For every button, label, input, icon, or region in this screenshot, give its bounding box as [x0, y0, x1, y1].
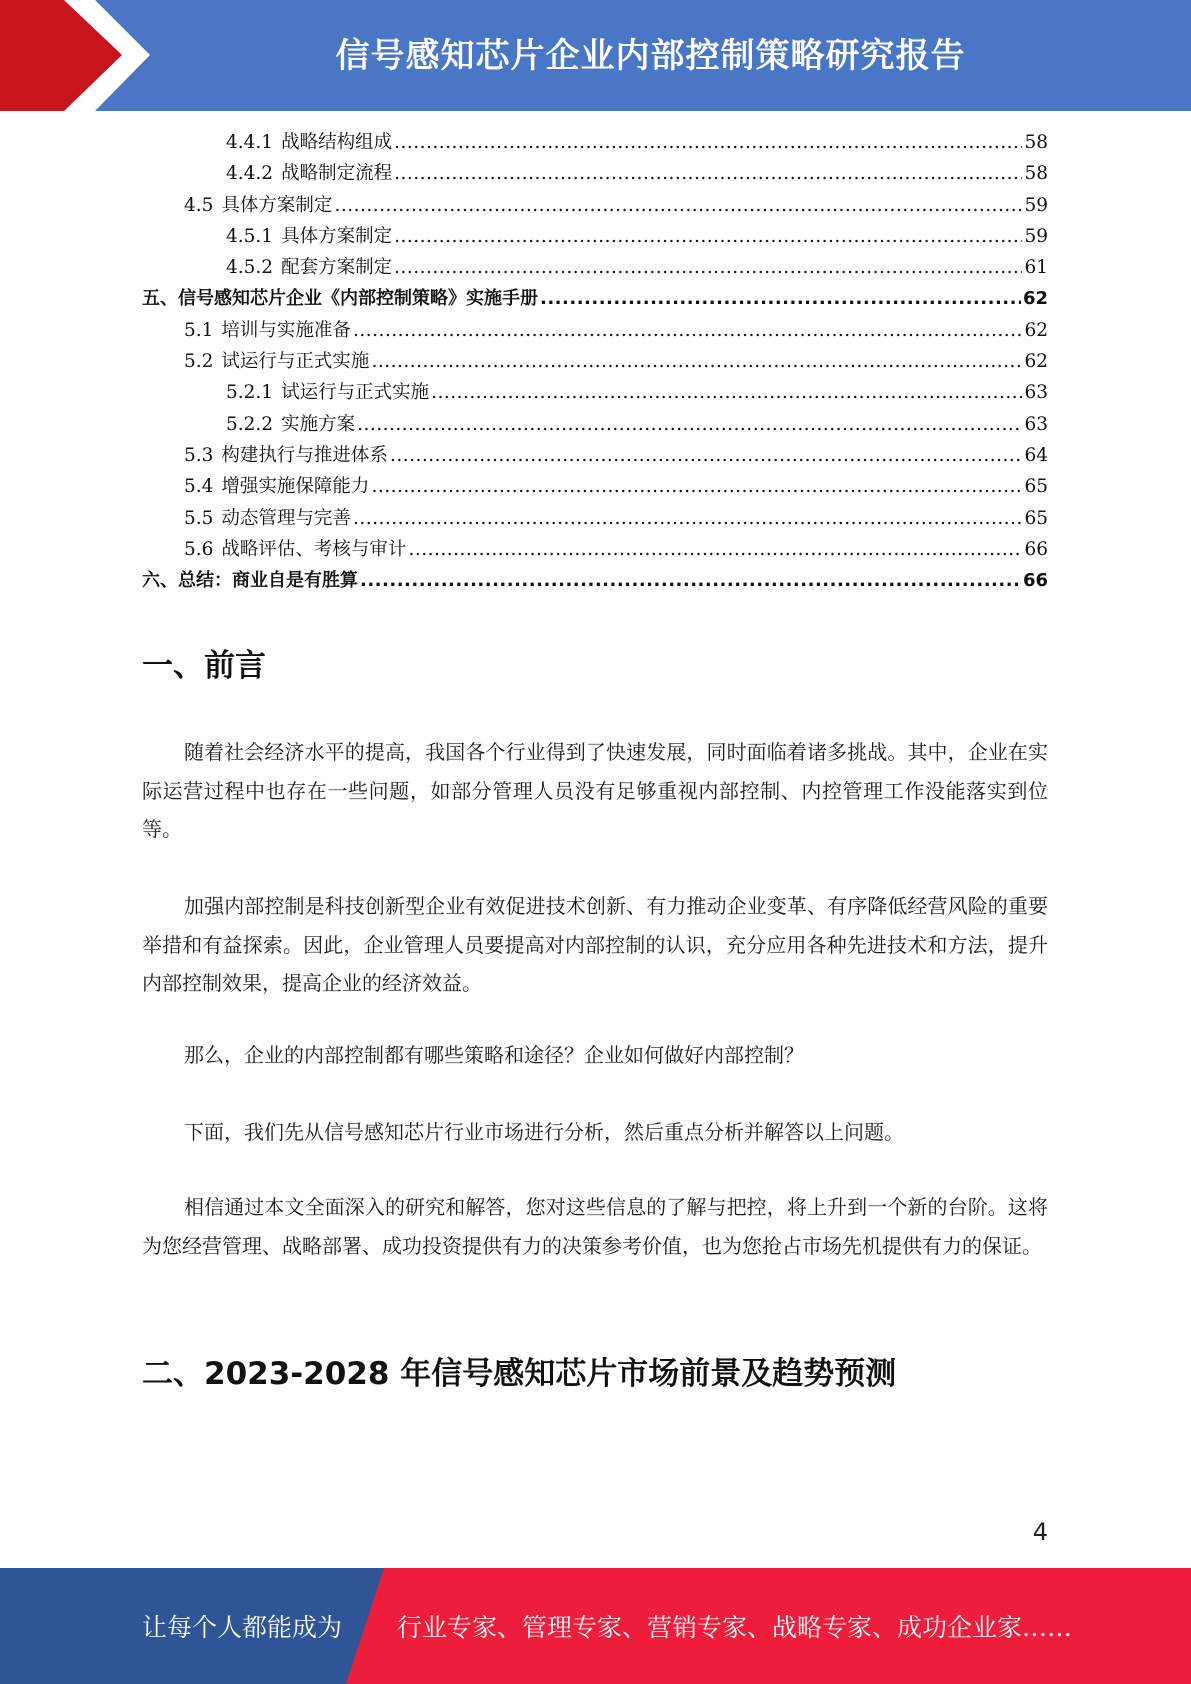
- page-footer: [0, 1568, 1191, 1684]
- page-number: 4: [1032, 1518, 1048, 1546]
- toc-entry-number: 5.2: [184, 351, 214, 373]
- toc-dot-leader: [394, 127, 1022, 158]
- toc-entry-number: 5.2.1: [226, 382, 274, 404]
- toc-entry[interactable]: [142, 221, 1048, 252]
- toc-dot-leader: [353, 315, 1023, 346]
- toc-entry-number: 5.2.2: [226, 413, 274, 435]
- toc-dot-leader: [394, 158, 1022, 189]
- toc-dot-leader: [394, 221, 1022, 252]
- toc-entry-page: 66: [1024, 538, 1048, 560]
- toc-entry-label: 信号感知芯片企业《内部控制策略》实施手册: [178, 288, 538, 310]
- toc-entry-page: 58: [1024, 132, 1048, 153]
- toc-entry-number: 4.5.2: [226, 257, 274, 279]
- toc-entry[interactable]: [142, 127, 1048, 158]
- toc-entry-page: 65: [1024, 476, 1048, 498]
- toc-entry-label: 战略评估、考核与审计: [221, 538, 407, 560]
- toc-entry-number: 4.4.2: [226, 163, 274, 185]
- toc-entry-page: 58: [1024, 163, 1048, 185]
- toc-dot-leader: [540, 283, 1021, 314]
- toc-entry[interactable]: [142, 283, 1048, 314]
- toc-entry-page: 66: [1022, 570, 1048, 592]
- toc-entry-page: 63: [1024, 413, 1048, 435]
- toc-dot-leader: [390, 440, 1023, 471]
- section-heading-market: 二、2023-2028 年信号感知芯片市场前景及趋势预测: [142, 1356, 897, 1392]
- paragraph-5: 相信通过本文全面深入的研究和解答，您对这些信息的了解与把控，将上升到一个新的台阶。这将为您经营管理、战略部署、成功投资提供有力的决策参考价值，也为您抢占市场先机提供有力的保证。: [142, 1195, 1048, 1258]
- toc-dot-leader: [360, 565, 1021, 596]
- toc-entry-page: 62: [1022, 288, 1048, 310]
- toc-entry[interactable]: [142, 503, 1048, 534]
- footer-slogan-right: 行业专家、管理专家、营销专家、战略专家、成功企业家……: [397, 1613, 1073, 1642]
- footer-slogan-left: 让每个人都能成为: [142, 1613, 343, 1642]
- toc-entry-label: 战略制定流程: [281, 163, 393, 185]
- toc-entry-number: 4.5: [184, 194, 214, 216]
- toc-entry-page: 65: [1024, 507, 1048, 529]
- toc-entry-page: 59: [1024, 225, 1048, 247]
- toc-dot-leader: [371, 471, 1022, 502]
- toc-entry-page: 59: [1024, 194, 1048, 216]
- toc-entry-number: 5.5: [184, 507, 214, 529]
- toc-entry-number: 五、: [142, 288, 178, 310]
- paragraph-4: 下面，我们先从信号感知芯片行业市场进行分析，然后重点分析并解答以上问题。: [184, 1120, 904, 1144]
- toc-dot-leader: [408, 534, 1022, 565]
- toc-entry-page: 64: [1024, 444, 1048, 466]
- toc-entry[interactable]: [142, 252, 1048, 283]
- toc-entry[interactable]: [142, 565, 1048, 596]
- toc-entry[interactable]: [142, 315, 1048, 346]
- toc-dot-leader: [357, 409, 1022, 440]
- toc-entry-number: 4.5.1: [226, 225, 274, 247]
- toc-entry[interactable]: [142, 471, 1048, 502]
- toc-entry-label: 试运行与正式实施: [221, 351, 370, 373]
- toc-dot-leader: [431, 377, 1022, 408]
- paragraph-1: 随着社会经济水平的提高，我国各个行业得到了快速发展，同时面临着诸多挑战。其中，企业在实际运营过程中也存在一些问题，如部分管理人员没有足够重视内部控制、内控管理工作没能落实到位等。: [142, 740, 1048, 841]
- table-of-contents: [142, 127, 1048, 596]
- toc-entry-label: 增强实施保障能力: [221, 476, 370, 498]
- toc-entry-page: 62: [1024, 351, 1048, 373]
- toc-entry-label: 实施方案: [281, 413, 356, 435]
- toc-dot-leader: [371, 346, 1022, 377]
- page-header: [0, 0, 1191, 111]
- toc-entry-number: 5.4: [184, 476, 214, 498]
- toc-entry-number: 5.6: [184, 538, 214, 560]
- toc-entry[interactable]: [142, 158, 1048, 189]
- toc-entry-label: 配套方案制定: [281, 257, 393, 279]
- toc-entry-label: 动态管理与完善: [221, 507, 351, 529]
- toc-entry-label: 构建执行与推进体系: [221, 444, 388, 466]
- toc-entry[interactable]: [142, 190, 1048, 221]
- toc-entry-label: 试运行与正式实施: [281, 382, 430, 404]
- toc-dot-leader: [334, 190, 1022, 221]
- toc-entry-page: 61: [1024, 257, 1048, 279]
- toc-entry[interactable]: [142, 409, 1048, 440]
- toc-entry-label: 具体方案制定: [281, 225, 393, 247]
- report-title: 信号感知芯片企业内部控制策略研究报告: [335, 35, 966, 76]
- toc-entry[interactable]: [142, 534, 1048, 565]
- toc-entry-page: 63: [1024, 382, 1048, 404]
- toc-entry-label: 战略结构组成: [281, 132, 393, 153]
- toc-entry[interactable]: [142, 440, 1048, 471]
- paragraph-2: 加强内部控制是科技创新型企业有效促进技术创新、有力推动企业变革、有序降低经营风险的重要举措和有益探索。因此，企业管理人员要提高对内部控制的认识，充分应用各种先进技术和方法，提升内部控制效果，提高企业的经济效益。: [142, 894, 1048, 995]
- toc-dot-leader: [353, 503, 1023, 534]
- toc-entry-label: 总结：商业自是有胜算: [178, 570, 358, 592]
- toc-entry-number: 5.1: [184, 319, 214, 341]
- toc-entry-label: 具体方案制定: [221, 194, 333, 216]
- toc-entry-number: 5.3: [184, 444, 214, 466]
- toc-entry-label: 培训与实施准备: [221, 319, 351, 341]
- paragraph-3: 那么，企业的内部控制都有哪些策略和途径？企业如何做好内部控制？: [184, 1043, 804, 1067]
- toc-entry-number: 4.4.1: [226, 132, 274, 153]
- toc-entry-number: 六、: [142, 570, 178, 592]
- toc-entry[interactable]: [142, 346, 1048, 377]
- toc-entry-page: 62: [1024, 319, 1048, 341]
- toc-entry[interactable]: [142, 377, 1048, 408]
- toc-dot-leader: [394, 252, 1022, 283]
- section-heading-intro: 一、前言: [142, 648, 266, 684]
